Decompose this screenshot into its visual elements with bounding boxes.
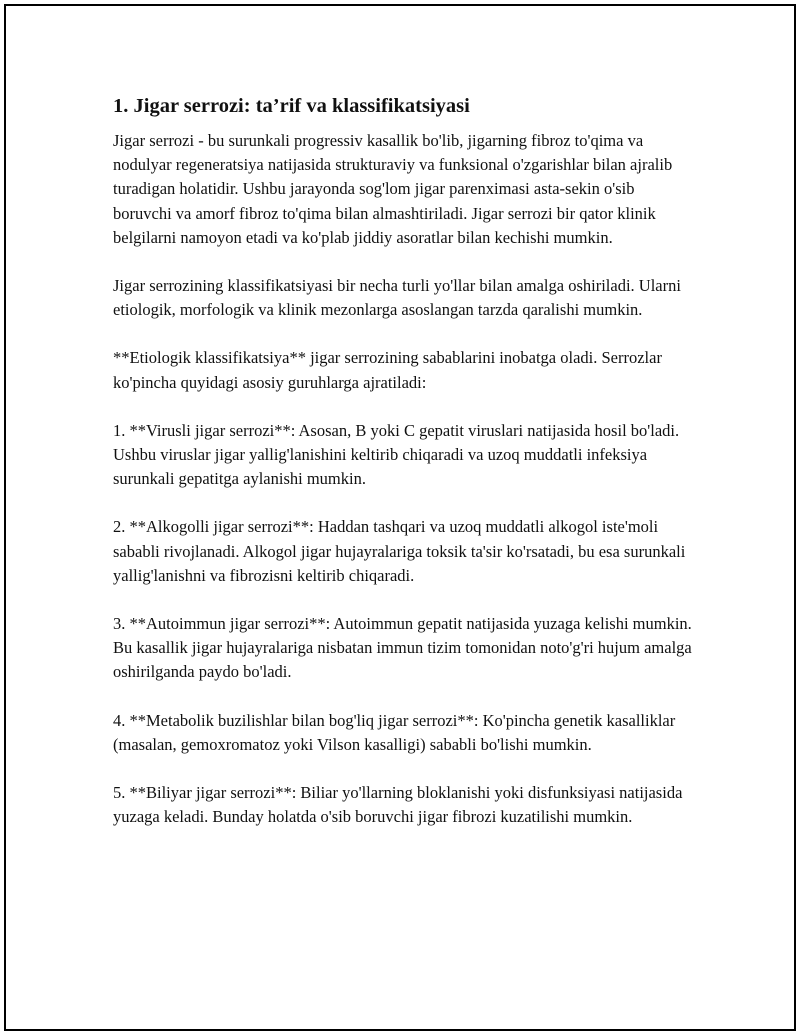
paragraph-etiological-classification: **Etiologik klassifikatsiya** jigar serrozining sabablarini inobatga oladi. Serrozlar ko'pincha quyidagi asosiy guruhlarga ajratiladi:	[113, 348, 662, 392]
list-item-metabolic-cirrhosis: 4. **Metabolik buzilishlar bilan bog'liq jigar serrozi**: Ko'pincha genetik kasalliklar (masalan, gemoxromatoz yoki Vilson kasalligi) sababli bo'lishi mumkin.	[113, 710, 676, 754]
list-item-alcoholic-cirrhosis: 2. **Alkogolli jigar serrozi**: Haddan tashqari va uzoq muddatli alkogol iste'moli sababli rivojlanadi. Alkogol jigar hujayralariga toksik ta'sir ko'rsatadi, bu esa surunkali yallig'lanishni va fibrozisni keltirib chiqaradi.	[113, 517, 686, 585]
paragraph-definition: Jigar serrozi - bu surunkali progressiv kasallik bo'lib, jigarning fibroz to'qima va nodulyar regeneratsiya natijasida strukturaviy va funksional o'zgarishlar bilan ajralib turadigan holatidir. Ushbu jarayonda sog'lom jigar parenximasi asta-sekin o'sib boruvchi va amorf fibroz to'qima bilan almashtiriladi. Jigar serrozi bir qator klinik belgilarni namoyon etadi va ko'plab jiddiy asoratlar bilan kechishi mumkin.	[113, 131, 673, 247]
paragraph-classification-intro: Jigar serrozining klassifikatsiyasi bir necha turli yo'llar bilan amalga oshiriladi. Ularni etiologik, morfologik va klinik mezonlarga asoslangan tarzda qaralishi mumkin.	[113, 276, 681, 320]
page-title: 1. Jigar serrozi: ta’rif va klassifikatsiyasi	[113, 95, 470, 117]
list-item-viral-cirrhosis: 1. **Virusli jigar serrozi**: Asosan, B yoki C gepatit viruslari natijasida hosil bo'ladi. Ushbu viruslar jigar yallig'lanishini keltirib chiqaradi va uzoq muddatli infeksiya surunkali gepatitga aylanishi mumkin.	[113, 420, 680, 489]
document-body	[113, 92, 693, 853]
list-item-autoimmune-cirrhosis: 3. **Autoimmun jigar serrozi**: Autoimmun gepatit natijasida yuzaga kelishi mumkin. Bu kasallik jigar hujayralariga nisbatan immun tizim tomonidan noto'g'ri hujum amalga oshirilganda paydo bo'ladi.	[113, 614, 692, 682]
list-item-biliary-cirrhosis: 5. **Biliyar jigar serrozi**: Biliar yo'llarning bloklanishi yoki disfunksiyasi natijasida yuzaga keladi. Bunday holatda o'sib boruvchi jigar fibrozi kuzatilishi mumkin.	[113, 783, 683, 827]
